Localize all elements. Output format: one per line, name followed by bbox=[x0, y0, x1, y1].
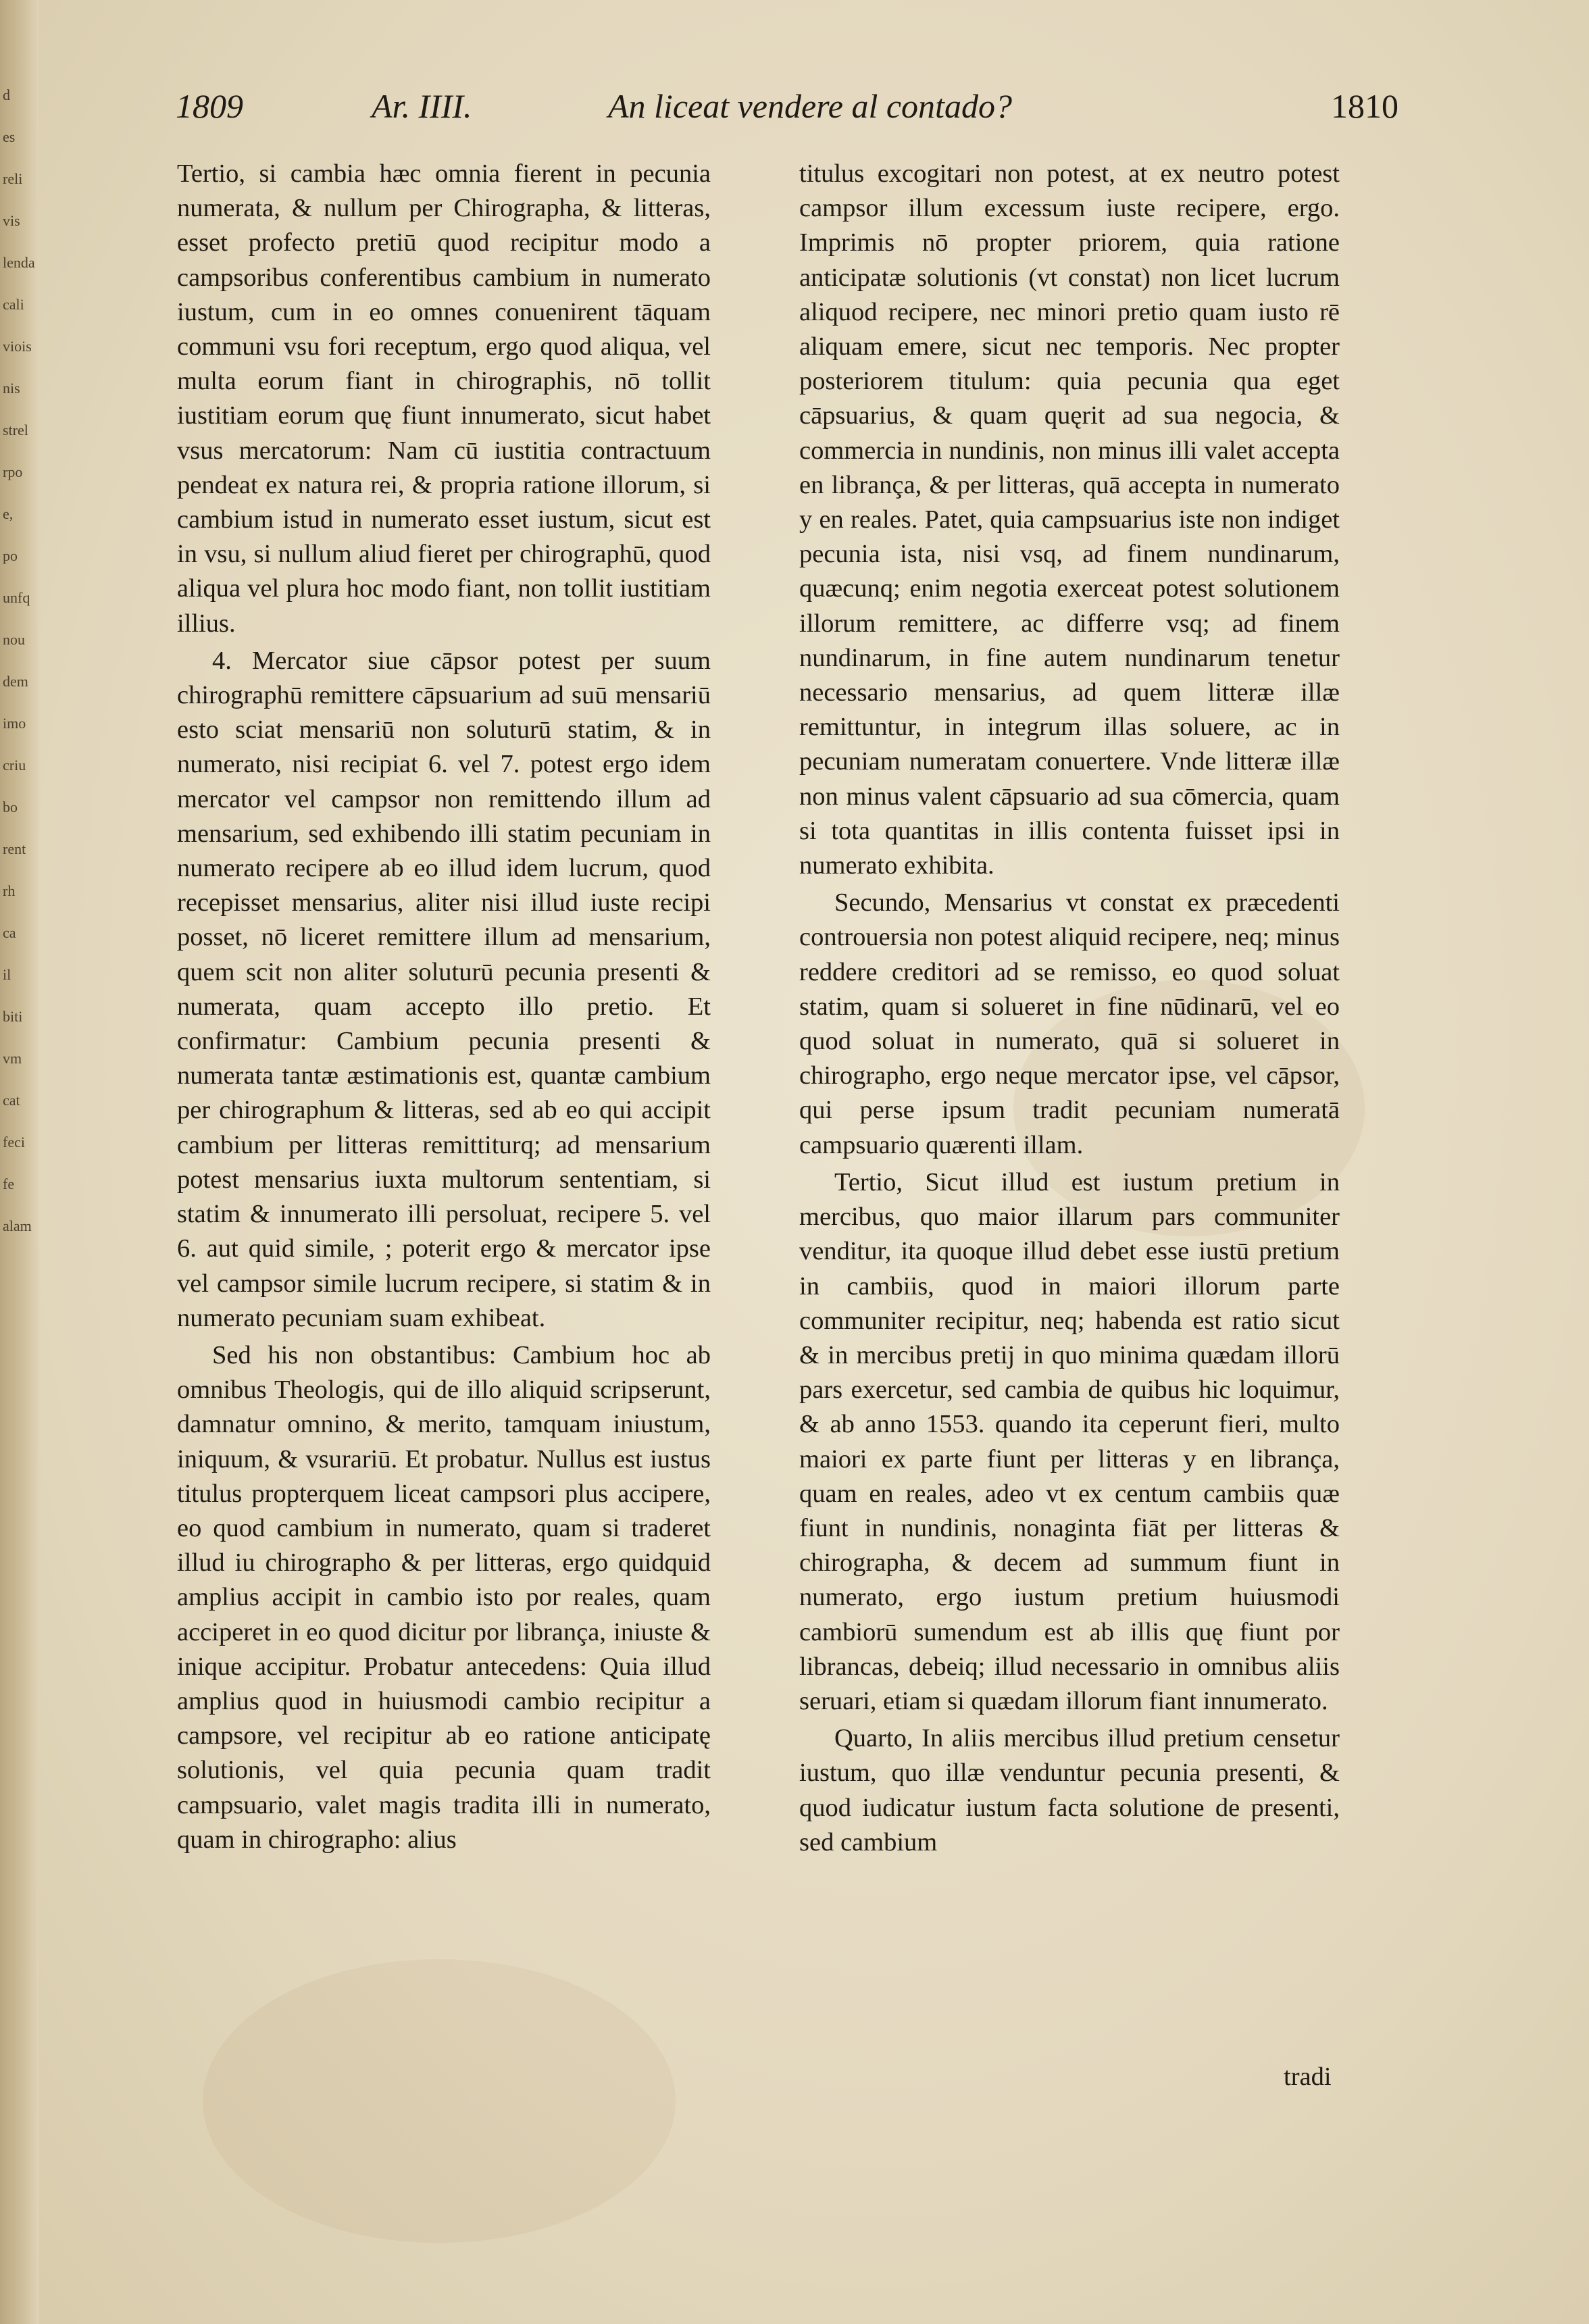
paragraph: Tertio, Sicut illud est iustum pretium in mercibus, quo maior illarum pars communiter venditur, ita quoque illud debet esse iustū pretium in cambiis, quod in maiori illorum parte communiter recipitur, neq; habenda est ratio sicut & in mercibus pretij in quo minima quædam illorū pars exercetur, sed cambia de quibus hic loquimur, & ab anno 1553. quando ita ceperunt fieri, multo maiori ex parte fiunt per litteras y en librança, quam en reales, adeo vt ex centum cambiis quæ fiunt in nundinis, nonaginta fiāt per litteras & chirographa, & decem ad summum fiunt in numerato, ergo iustum pretium huiusmodi cambiorū sumendum est ab illis quę fiunt por librancas, debeiq; illud necessario in omnibus aliis seruari, etiam si quædam illorum fiant innumerato. bbox=[799, 1167, 1340, 1715]
catchword: tradi bbox=[1284, 2063, 1332, 2091]
paragraph: titulus excogitari non potest, at ex neutro potest campsor illum excessum iuste recipere, ergo. Imprimis nō propter priorem, quia ratione anticipatæ solutionis (vt constat) non licet lucrum aliquod recipere, nec minori pretio quam iusto rē aliquam emere, sicut nec temporis. Nec propter posteriorem titulum: quia pecunia qua eget cāpsuarius, & quam quęrit ad sua negocia, & commercia in nundinis, non minus illi valet accepta en librança, & per litteras, quā accepta in numerato y en reales. Patet, quia campsuarius iste non indiget pecunia ista, nisi vsq, ad finem nundinarum, quæcunq; enim negotia exerceat potest solutionem illorum remittere, ac differre vsq; ad finem nundinarum, in fine autem nundinarum tenetur necessario mensarius, ad quem litteræ illæ remittuntur, in integrum illas soluere, ac in pecuniam numeratam conuertere. Vnde litteræ illæ non minus valent cāpsuario ad sua cōmercia, quam si tota quantitas in illis contenta fuisset ipsi in numerato exhibita. bbox=[799, 159, 1340, 880]
paper-stain bbox=[203, 1959, 676, 2243]
page-number-right: 1810 bbox=[1331, 87, 1398, 125]
left-column bbox=[177, 157, 711, 1857]
paragraph: Secundo, Mensarius vt constat ex præcedenti controuersia non potest aliquid recipere, neq; minus reddere creditori ad se remisso, eo quod soluat statim, quam si solueret in fine nūdinarū, vel eo quod soluat in numerato, quā si solueret in chirographo, ergo neque mercator ipse, vel cāpsor, qui perse ipsum tradit pecuniam numeratā campsuario quærenti illam. bbox=[799, 888, 1340, 1159]
adjacent-page-edge bbox=[0, 0, 39, 2324]
paragraph: Tertio, si cambia hæc omnia fierent in pecunia numerata, & nullum per Chirographa, & litteras, esset profecto pretiū quod recipitur modo a campsoribus conferentibus cambium in numerato iustum, cum in eo omnes conuenirent tāquam communi vsu fori receptum, ergo quod aliqua, vel multa eorum fiant in chirographis, nō tollit iustitiam eorum quę fiunt innumerato, sicut habet vsus mercatorum: Nam cū iustitia contractuum pendeat ex natura rei, & propria ratione illorum, si cambium istud in numerato esset iustum, sicut est in vsu, si nullum aliud fieret per chirographū, quod aliqua vel plura hoc modo fiant, non tollit iustitiam illius. bbox=[177, 159, 711, 638]
paragraph: Quarto, In aliis mercibus illud pretium censetur iustum, quo illæ venduntur pecunia presenti, & quod iudicatur iustum facta solutione de presenti, sed cambium bbox=[799, 1724, 1340, 1856]
paragraph: Sed his non obstantibus: Cambium hoc ab omnibus Theologis, qui de illo aliquid scripserunt, damnatur omnino, & merito, tamquam iniustum, iniquum, & vsurariū. Et probatur. Nullus est iustus titulus propterquem liceat campsori plus accipere, eo quod cambium in numerato, quam si traderet illud iu chirographo & per litteras, ergo quidquid amplius accipit in cambio isto por reales, quam acciperet in eo quod dicitur por librança, iniuste & inique accipitur. Probatur antecedens: Quia illud amplius quod in huiusmodi cambio recipitur a campsore, vel recipitur ab eo ratione anticipatę solutionis, vel quia pecunia quam tradit campsuario, valet magis tradita illi in numerato, quam in chirographo: alius bbox=[177, 1340, 711, 1854]
page-number-left: 1809 bbox=[176, 87, 243, 125]
article-label: Ar. IIII. bbox=[372, 87, 472, 125]
running-header bbox=[176, 86, 1398, 141]
paragraph: 4. Mercator siue cāpsor potest per suum chirographū remittere cāpsuarium ad suū mensariū esto sciat mensariū non soluturū statim, & in numerato, nisi recipiat 6. vel 7. potest ergo idem mercator vel campsor non remittendo illum ad mensarium, sed exhibendo illi statim pecuniam in numerato recipere ab eo illud idem lucrum, quod recepisset mensarius, aliter nisi illud iuste recipi posset, nō liceret remittere illum ad mensarium, quem scit non aliter soluturū pecunia presenti & numerata, quam accepto illo pretio. Et confirmatur: Cambium pecunia presenti & numerata tantæ æstimationis est, quantæ cambium per chirographum & litteras, sed ab eo qui accipit cambium per litteras remittiturq; ad mensarium potest mensarius iuxta multorum sententiam, si statim & innumerato illi persoluat, recipere 5. vel 6. aut quid simile, ; poterit ergo & mercator ipse vel campsor simile lucrum recipere, si statim & in numerato pecuniam suam exhibeat. bbox=[177, 646, 711, 1332]
running-title: An liceat vendere al contado? bbox=[608, 87, 1012, 125]
adjacent-page-text: d es reli vis lenda cali viois nis strel rpo e, po unfq nou dem imo criu bo rent rh ca il biti vm cat feci fe alam bbox=[3, 86, 35, 1234]
right-column bbox=[799, 157, 1340, 1860]
